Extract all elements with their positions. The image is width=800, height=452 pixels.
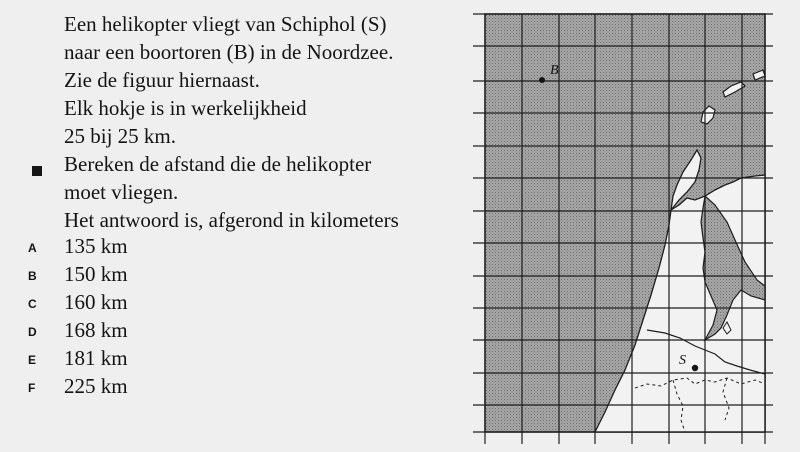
question-line-8: Het antwoord is, afgerond in kilometers [64,208,399,232]
point-b-dot [539,77,545,83]
point-s-label: S [679,353,686,368]
question-line-1: Een helikopter vliegt van Schiphol (S) [64,12,387,36]
grid-map [465,0,800,452]
question-line-4: Elk hokje is in werkelijkheid [64,96,307,120]
option-d[interactable] [28,316,228,344]
option-letter: D [28,325,37,339]
question-line-2: naar een boortoren (B) in de Noordzee. [64,40,394,64]
question-line-6: Bereken de afstand die de helikopter [64,152,372,176]
option-letter: B [28,269,37,283]
answer-options [28,232,228,400]
option-value: 150 km [64,262,128,286]
question-line-3: Zie de figuur hiernaast. [64,68,260,92]
option-value: 181 km [64,346,128,370]
option-value: 160 km [64,290,128,314]
question-text [64,10,464,234]
option-letter: A [28,241,37,255]
option-a[interactable] [28,232,228,260]
option-f[interactable] [28,372,228,400]
point-b-label: B [550,63,559,78]
option-value: 135 km [64,234,128,258]
option-value: 225 km [64,374,128,398]
option-letter: E [28,353,37,367]
option-value: 168 km [64,318,128,342]
point-s-dot [692,365,698,371]
question-line-7: moet vliegen. [64,180,179,204]
question-line-5: 25 bij 25 km. [64,124,177,148]
option-e[interactable] [28,344,228,372]
option-c[interactable] [28,288,228,316]
question-bullet-icon [32,166,42,176]
option-letter: F [28,381,36,395]
option-b[interactable] [28,260,228,288]
option-letter: C [28,297,37,311]
